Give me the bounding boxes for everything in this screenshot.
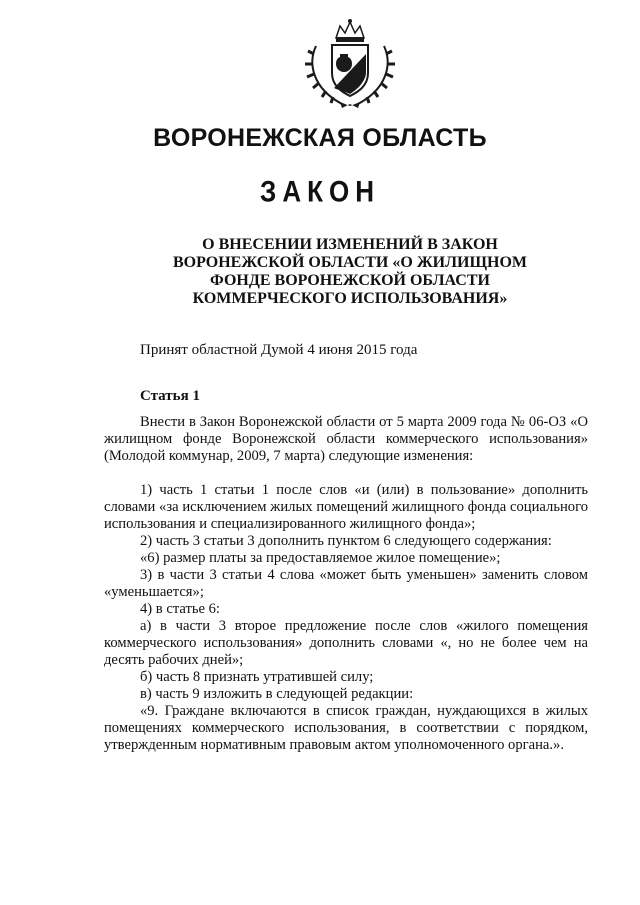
paragraph: «9. Граждане включаются в список граждан, нуждающихся в жилых помещениях коммерческого использования, в соответствии с порядком, утвержденным нормативным правовым актом уполномоченного органа.». — [104, 703, 588, 753]
title-line: О ВНЕСЕНИИ ИЗМЕНЕНИЙ В ЗАКОН — [202, 236, 498, 253]
paragraph: 4) в статье 6: — [140, 601, 220, 617]
law-title — [120, 236, 580, 308]
paragraph: 3) в части 3 статьи 4 слова «может быть уменьшен» заменить словом «уменьшается»; — [104, 567, 588, 600]
title-line: ФОНДЕ ВОРОНЕЖСКОЙ ОБЛАСТИ — [210, 272, 490, 289]
title-line: КОММЕРЧЕСКОГО ИСПОЛЬЗОВАНИЯ» — [192, 290, 508, 307]
adoption-date: Принят областной Думой 4 июня 2015 года — [140, 342, 418, 358]
paragraph: Внести в Закон Воронежской области от 5 марта 2009 года № 06-ОЗ «О жилищном фонде Воронежской области коммерческого использования» (Молодой коммунар, 2009, 7 марта) следующие изменения: — [104, 414, 588, 464]
paragraph: а) в части 3 второе предложение после слов «жилого помещения коммерческого использования» дополнить словами «, но не более чем на десять рабочих дней»; — [104, 618, 588, 668]
paragraph: 1) часть 1 статьи 1 после слов «и (или) в пользование» дополнить словами «за исключением жилых помещений жилищного фонда социального использования и специализированного жилищного фонда»; — [104, 482, 588, 532]
document-type: ЗАКОН — [260, 173, 380, 209]
coat-of-arms-icon — [302, 18, 398, 110]
title-line: ВОРОНЕЖСКОЙ ОБЛАСТИ «О ЖИЛИЩНОМ — [172, 254, 528, 271]
paragraph: б) часть 8 признать утратившей силу; — [140, 669, 374, 685]
paragraph: «6) размер платы за предоставляемое жилое помещение»; — [140, 550, 501, 566]
paragraph: 2) часть 3 статьи 3 дополнить пунктом 6 следующего содержания: — [140, 533, 552, 549]
region-name: ВОРОНЕЖСКАЯ ОБЛАСТЬ — [153, 124, 487, 152]
article-body — [104, 414, 588, 754]
article-heading: Статья 1 — [140, 388, 200, 404]
paragraph: в) часть 9 изложить в следующей редакции: — [140, 686, 414, 702]
